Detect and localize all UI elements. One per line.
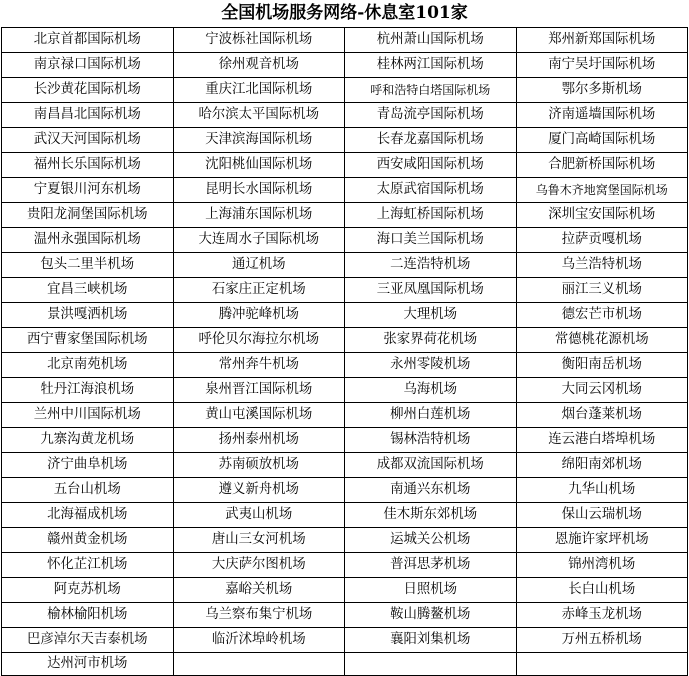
table-row: [2, 128, 688, 153]
airport-cell: 鞍山腾鳌机场: [345, 603, 517, 628]
airport-cell: 二连浩特机场: [345, 253, 517, 278]
table-row: [2, 603, 688, 628]
airport-cell: 包头二里半机场: [2, 253, 174, 278]
airport-cell: 牡丹江海浪机场: [2, 378, 174, 403]
airport-cell: 杭州萧山国际机场: [345, 28, 517, 53]
airport-cell: [173, 653, 345, 676]
airport-cell: 黄山屯溪国际机场: [173, 403, 345, 428]
table-row: [2, 53, 688, 78]
airport-cell: 连云港白塔埠机场: [516, 428, 688, 453]
airport-cell: 长春龙嘉国际机场: [345, 128, 517, 153]
airport-cell: 重庆江北国际机场: [173, 78, 345, 103]
table-row: [2, 328, 688, 353]
airport-cell: 温州永强国际机场: [2, 228, 174, 253]
airport-cell: 宁夏银川河东机场: [2, 178, 174, 203]
airport-cell: 深圳宝安国际机场: [516, 203, 688, 228]
airport-cell: 张家界荷花机场: [345, 328, 517, 353]
airport-cell: 佳木斯东郊机场: [345, 503, 517, 528]
airport-cell: 拉萨贡嘎机场: [516, 228, 688, 253]
airport-cell: 济宁曲阜机场: [2, 453, 174, 478]
airport-cell: [345, 653, 517, 676]
table-row: [2, 103, 688, 128]
airport-cell: 乌海机场: [345, 378, 517, 403]
table-row: [2, 653, 688, 676]
table-row: [2, 278, 688, 303]
airport-cell: [516, 653, 688, 676]
airport-cell: 乌鲁木齐地窝堡国际机场: [516, 178, 688, 203]
airport-cell: 西宁曹家堡国际机场: [2, 328, 174, 353]
table-row: [2, 628, 688, 653]
table-row: [2, 353, 688, 378]
table-row: [2, 578, 688, 603]
airport-cell: 九华山机场: [516, 478, 688, 503]
airport-cell: 榆林榆阳机场: [2, 603, 174, 628]
airport-cell: 乌兰浩特机场: [516, 253, 688, 278]
airport-cell: 上海虹桥国际机场: [345, 203, 517, 228]
airport-cell: 石家庄正定机场: [173, 278, 345, 303]
airport-cell: 郑州新郑国际机场: [516, 28, 688, 53]
airport-cell: 嘉峪关机场: [173, 578, 345, 603]
airport-cell: 大理机场: [345, 303, 517, 328]
airport-cell: 厦门高崎国际机场: [516, 128, 688, 153]
table-row: [2, 153, 688, 178]
airport-table-body: [2, 28, 688, 676]
airport-cell: 锡林浩特机场: [345, 428, 517, 453]
airport-cell: 鄂尔多斯机场: [516, 78, 688, 103]
airport-cell: 苏南硕放机场: [173, 453, 345, 478]
airport-cell: 德宏芒市机场: [516, 303, 688, 328]
airport-cell: 泉州晋江国际机场: [173, 378, 345, 403]
table-row: [2, 228, 688, 253]
airport-cell: 北京首都国际机场: [2, 28, 174, 53]
airport-cell: 烟台蓬莱机场: [516, 403, 688, 428]
table-row: [2, 253, 688, 278]
airport-cell: 海口美兰国际机场: [345, 228, 517, 253]
airport-cell: 日照机场: [345, 578, 517, 603]
table-row: [2, 178, 688, 203]
airport-cell: 福州长乐国际机场: [2, 153, 174, 178]
table-row: [2, 478, 688, 503]
airport-cell: 柳州白莲机场: [345, 403, 517, 428]
airport-cell: 合肥新桥国际机场: [516, 153, 688, 178]
airport-cell: 昆明长水国际机场: [173, 178, 345, 203]
airport-cell: 大同云冈机场: [516, 378, 688, 403]
airport-cell: 怀化芷江机场: [2, 553, 174, 578]
airport-cell: 大庆萨尔图机场: [173, 553, 345, 578]
airport-cell: 恩施许家坪机场: [516, 528, 688, 553]
airport-cell: 遵义新舟机场: [173, 478, 345, 503]
document-title: 全国机场服务网络-休息室101家: [221, 3, 468, 23]
airport-cell: 唐山三女河机场: [173, 528, 345, 553]
airport-cell: 锦州湾机场: [516, 553, 688, 578]
airport-cell: 呼和浩特白塔国际机场: [345, 78, 517, 103]
airport-cell: 扬州泰州机场: [173, 428, 345, 453]
airport-cell: 常德桃花源机场: [516, 328, 688, 353]
airport-cell: 南通兴东机场: [345, 478, 517, 503]
airport-cell: 景洪嘎洒机场: [2, 303, 174, 328]
table-row: [2, 78, 688, 103]
airport-cell: 九寨沟黄龙机场: [2, 428, 174, 453]
table-row: [2, 28, 688, 53]
airport-cell: 大连周水子国际机场: [173, 228, 345, 253]
airport-cell: 通辽机场: [173, 253, 345, 278]
airport-cell: 南京禄口国际机场: [2, 53, 174, 78]
table-row: [2, 553, 688, 578]
airport-cell: 哈尔滨太平国际机场: [173, 103, 345, 128]
airport-cell: 上海浦东国际机场: [173, 203, 345, 228]
airport-cell: 武夷山机场: [173, 503, 345, 528]
table-row: [2, 503, 688, 528]
airport-cell: 衡阳南岳机场: [516, 353, 688, 378]
airport-cell: 临沂沭埠岭机场: [173, 628, 345, 653]
table-row: [2, 303, 688, 328]
airport-cell: 青岛流亭国际机场: [345, 103, 517, 128]
airport-cell: 太原武宿国际机场: [345, 178, 517, 203]
airport-cell: 南昌昌北国际机场: [2, 103, 174, 128]
table-row: [2, 403, 688, 428]
airport-cell: 腾冲驼峰机场: [173, 303, 345, 328]
airport-cell: 北京南苑机场: [2, 353, 174, 378]
airport-cell: 呼伦贝尔海拉尔机场: [173, 328, 345, 353]
airport-cell: 三亚凤凰国际机场: [345, 278, 517, 303]
table-row: [2, 378, 688, 403]
airport-cell: 宁波栎社国际机场: [173, 28, 345, 53]
airport-cell: 沈阳桃仙国际机场: [173, 153, 345, 178]
airport-cell: 赣州黄金机场: [2, 528, 174, 553]
airport-cell: 武汉天河国际机场: [2, 128, 174, 153]
airport-cell: 普洱思茅机场: [345, 553, 517, 578]
table-row: [2, 528, 688, 553]
airport-cell: 运城关公机场: [345, 528, 517, 553]
airport-cell: 绵阳南郊机场: [516, 453, 688, 478]
airport-cell: 长沙黄花国际机场: [2, 78, 174, 103]
airport-cell: 宜昌三峡机场: [2, 278, 174, 303]
airport-cell: 西安咸阳国际机场: [345, 153, 517, 178]
airport-cell: 北海福成机场: [2, 503, 174, 528]
airport-cell: 保山云瑞机场: [516, 503, 688, 528]
airport-cell: 永州零陵机场: [345, 353, 517, 378]
airport-cell: 贵阳龙洞堡国际机场: [2, 203, 174, 228]
airport-table: [1, 27, 688, 676]
airport-cell: 巴彦淖尔天吉泰机场: [2, 628, 174, 653]
airport-cell: 乌兰察布集宁机场: [173, 603, 345, 628]
table-row: [2, 453, 688, 478]
airport-cell: 襄阳刘集机场: [345, 628, 517, 653]
airport-cell: 济南遥墙国际机场: [516, 103, 688, 128]
airport-cell: 丽江三义机场: [516, 278, 688, 303]
airport-cell: 兰州中川国际机场: [2, 403, 174, 428]
airport-cell: 赤峰玉龙机场: [516, 603, 688, 628]
airport-cell: 长白山机场: [516, 578, 688, 603]
airport-cell: 天津滨海国际机场: [173, 128, 345, 153]
airport-cell: 南宁吴圩国际机场: [516, 53, 688, 78]
airport-cell: 常州奔牛机场: [173, 353, 345, 378]
airport-cell: 徐州观音机场: [173, 53, 345, 78]
airport-cell: 五台山机场: [2, 478, 174, 503]
table-row: [2, 203, 688, 228]
airport-cell: 达州河市机场: [2, 653, 174, 676]
table-row: [2, 428, 688, 453]
airport-cell: 桂林两江国际机场: [345, 53, 517, 78]
airport-cell: 成都双流国际机场: [345, 453, 517, 478]
airport-cell: 阿克苏机场: [2, 578, 174, 603]
airport-cell: 万州五桥机场: [516, 628, 688, 653]
